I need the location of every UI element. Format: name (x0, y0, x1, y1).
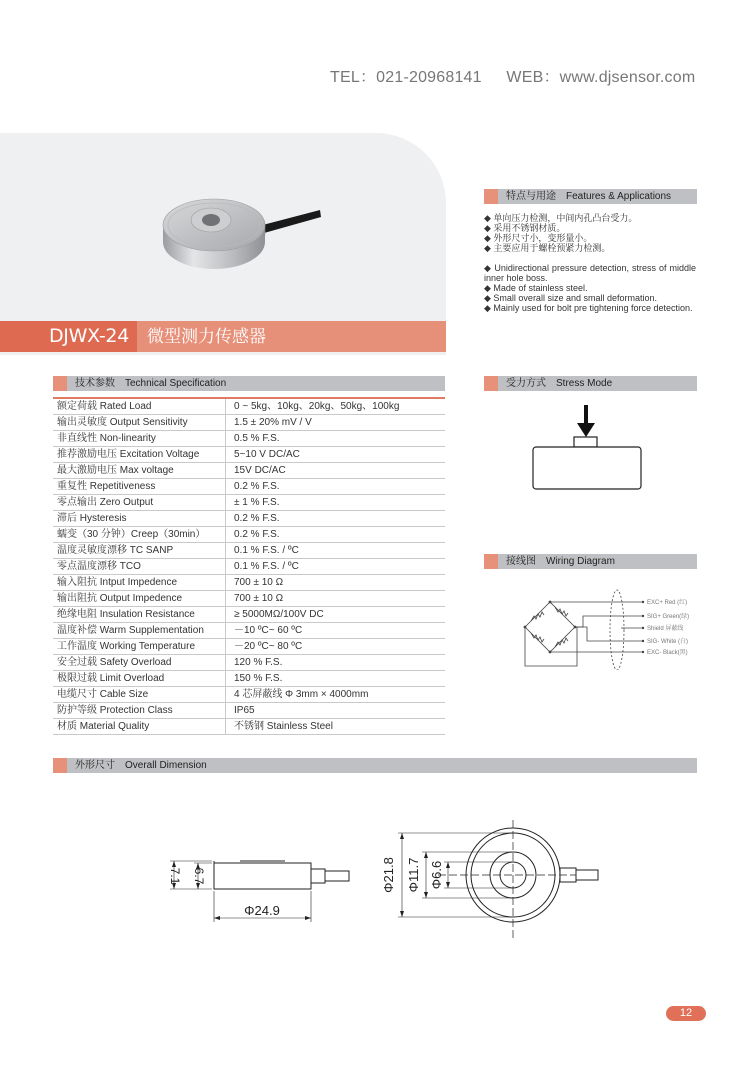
spec-label: 推荐激励电压 Excitation Voltage (53, 447, 226, 463)
spec-row (53, 415, 445, 431)
spec-label: 额定荷载 Rated Load (53, 398, 226, 415)
spec-value: ± 1 % F.S. (226, 495, 446, 511)
spec-label: 工作温度 Working Temperature (53, 639, 226, 655)
section-header-features (484, 189, 697, 204)
spec-value: 0.1 % F.S. / ºC (226, 559, 446, 575)
product-name: 微型测力传感器 (147, 327, 266, 346)
spec-value: 0.5 % F.S. (226, 431, 446, 447)
spec-label: 极限过载 Limit Overload (53, 671, 226, 687)
page-number: 12 (666, 1006, 706, 1021)
wiring-diagram (515, 585, 695, 670)
section-marker (484, 189, 498, 204)
boss-outline (574, 437, 597, 447)
spec-table (53, 397, 445, 735)
sensor-body-outline (533, 447, 641, 489)
contact-info (330, 64, 695, 87)
spec-row (53, 543, 445, 559)
spec-row (53, 431, 445, 447)
spec-row (53, 511, 445, 527)
feature-item: ◆ Mainly used for bolt pre tightening force detection. (484, 303, 693, 313)
spec-label: 绝缘电阻 Insulation Resistance (53, 607, 226, 623)
section-title-cn: 受力方式 (506, 378, 546, 389)
spec-row (53, 687, 445, 703)
spec-row (53, 607, 445, 623)
spec-row (53, 495, 445, 511)
spec-value: ≥ 5000MΩ/100V DC (226, 607, 446, 623)
spec-row (53, 623, 445, 639)
spec-value: IP65 (226, 703, 446, 719)
top-view-drawing (378, 820, 608, 940)
dim-top-diameter: Φ21.8 (381, 857, 396, 893)
spec-row (53, 559, 445, 575)
product-photo (155, 190, 325, 280)
spec-value: 150 % F.S. (226, 671, 446, 687)
spec-label: 输出灵敏度 Output Sensitivity (53, 415, 226, 431)
section-title-en: Overall Dimension (125, 760, 207, 771)
spec-row (53, 463, 445, 479)
feature-item: ◆ Unidirectional pressure detection, stress of middle inner hole boss. (484, 263, 696, 283)
section-title-en: Wiring Diagram (546, 556, 615, 567)
section-marker (53, 376, 67, 391)
section-header-wiring (484, 554, 697, 569)
section-header-spec (53, 376, 445, 391)
model-number: DJWX-24 (0, 321, 137, 352)
wire-label-sig-plus: SIG+ Green(绿) (647, 614, 690, 620)
resistor (531, 612, 544, 621)
spec-value: 1.5 ± 20% mV / V (226, 415, 446, 431)
section-marker (53, 758, 67, 773)
spec-label: 零点温度漂移 TCO (53, 559, 226, 575)
section-title-cn: 外形尺寸 (75, 760, 115, 771)
spec-row (53, 639, 445, 655)
spec-value: 120 % F.S. (226, 655, 446, 671)
spec-value: 0.2 % F.S. (226, 527, 446, 543)
resistor (555, 607, 568, 616)
spec-label: 输出阻抗 Output Impedence (53, 591, 226, 607)
spec-row (53, 479, 445, 495)
section-marker (484, 554, 498, 569)
tel-text: TEL：021-20968141 (330, 69, 482, 86)
feature-item: ◆ 外形尺寸小，变形量小。 (484, 233, 593, 243)
wire-label-shield: Shield 屏蔽线 (647, 626, 684, 632)
features-list (484, 213, 696, 313)
spec-label: 防护等级 Protection Class (53, 703, 226, 719)
spec-row (53, 527, 445, 543)
section-header-dimension (53, 758, 697, 773)
side-view-drawing (150, 840, 360, 930)
spec-row (53, 719, 445, 735)
section-title-cn: 技术参数 (75, 378, 115, 389)
spec-label: 零点输出 Zero Output (53, 495, 226, 511)
section-title-en: Features & Applications (566, 191, 672, 202)
feature-item: ◆ Small overall size and small deformation. (484, 293, 657, 303)
spec-label: 最大激励电压 Max voltage (53, 463, 226, 479)
section-title-cn: 特点与用途 (506, 191, 556, 202)
resistor (555, 638, 568, 647)
section-title-cn: 接线图 (506, 556, 536, 567)
section-header-stress (484, 376, 697, 391)
spec-value: 0.2 % F.S. (226, 479, 446, 495)
spec-row (53, 655, 445, 671)
spec-row (53, 575, 445, 591)
spec-value: 0.2 % F.S. (226, 511, 446, 527)
dim-hole-diameter: Φ6.6 (429, 860, 444, 890)
side-cable (325, 871, 349, 881)
dim-outer-diameter: Φ24.9 (244, 903, 280, 918)
web-text: WEB：www.djsensor.com (506, 69, 696, 86)
resistor (531, 633, 544, 642)
section-title-en: Stress Mode (556, 378, 613, 389)
center-hole (202, 214, 220, 226)
spec-label: 温度灵敏度漂移 TC SANP (53, 543, 226, 559)
feature-item: ◆ 采用不锈钢材质。 (484, 223, 566, 233)
dim-boss-diameter: Φ11.7 (406, 857, 421, 893)
spec-label: 滞后 Hysteresis (53, 511, 226, 527)
top-cable (576, 870, 598, 880)
spec-row (53, 703, 445, 719)
product-title-band (0, 321, 446, 352)
spec-row (53, 398, 445, 415)
stress-mode-diagram (525, 405, 645, 490)
spec-value: 不锈钢 Stainless Steel (226, 719, 446, 735)
dim-height-body: 6.7 (192, 867, 206, 885)
section-title-en: Technical Specification (125, 378, 227, 389)
bridge-arm (525, 602, 575, 652)
spec-row (53, 591, 445, 607)
spec-label: 输入阻抗 Intput Impedence (53, 575, 226, 591)
spec-label: 安全过载 Safety Overload (53, 655, 226, 671)
side-body (214, 863, 311, 889)
feature-item: ◆ 主要应用于螺栓预紧力检测。 (484, 243, 611, 253)
feature-item: ◆ 单向压力检测，中间内孔凸台受力。 (484, 213, 638, 223)
spec-value: 15V DC/AC (226, 463, 446, 479)
spec-value: 0 ~ 5kg、10kg、20kg、50kg、100kg (226, 398, 446, 415)
spec-label: 蠕变（30 分钟）Creep（30min） (53, 527, 226, 543)
spec-value: 5~10 V DC/AC (226, 447, 446, 463)
section-marker (484, 376, 498, 391)
spec-value: 0.1 % F.S. / ºC (226, 543, 446, 559)
wire-label-sig-minus: SIG- White (白) (647, 639, 689, 645)
spec-value: 700 ± 10 Ω (226, 575, 446, 591)
feature-item: ◆ Made of stainless steel. (484, 283, 588, 293)
spec-value: 700 ± 10 Ω (226, 591, 446, 607)
side-gland (311, 869, 325, 883)
spec-label: 材质 Material Quality (53, 719, 226, 735)
spec-row (53, 671, 445, 687)
force-arrow-head (577, 423, 595, 437)
spec-value: －20 ºC~ 80 ºC (226, 639, 446, 655)
wire-label-exc-minus: EXC- Black(黑) (647, 650, 688, 656)
wire-label-exc-plus: EXC+ Red (红) (647, 600, 688, 606)
spec-label: 电缆尺寸 Cable Size (53, 687, 226, 703)
dim-height-total: 7.1 (168, 867, 182, 885)
spec-label: 重复性 Repetitiveness (53, 479, 226, 495)
spec-value: －10 ºC~ 60 ºC (226, 623, 446, 639)
spec-label: 温度补偿 Warm Supplementation (53, 623, 226, 639)
spec-label: 非直线性 Non-linearity (53, 431, 226, 447)
spec-row (53, 447, 445, 463)
spec-value: 4 芯屏蔽线 Φ 3mm × 4000mm (226, 687, 446, 703)
